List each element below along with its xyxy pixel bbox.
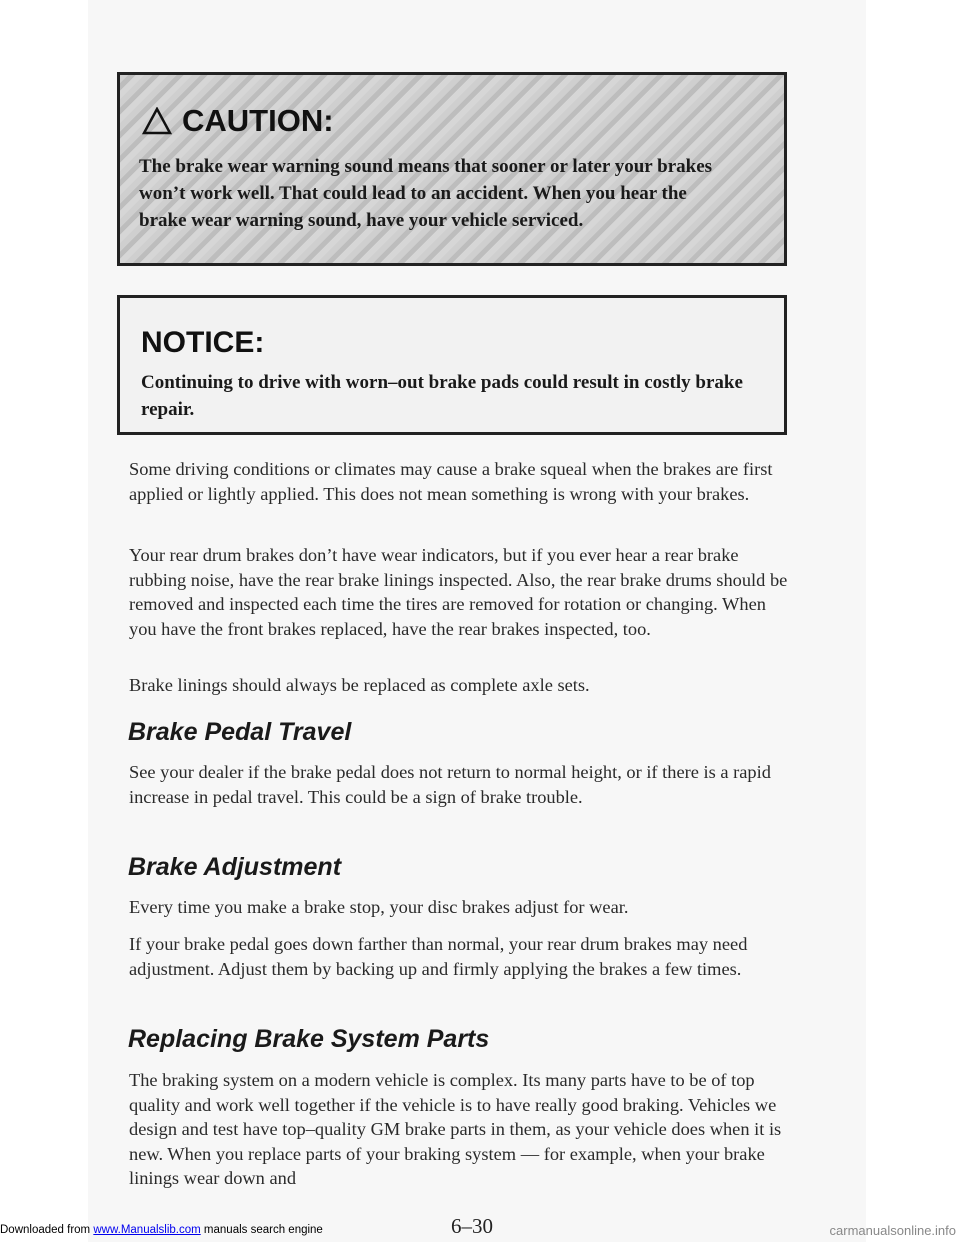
footer-prefix: Downloaded from — [0, 1224, 91, 1236]
caution-text: The brake wear warning sound means that sooner or later your brakes won’t work well. That could lead to an accident. When you hear the brake wear warning sound, have your vehicle serviced. — [139, 156, 713, 231]
notice-text: Continuing to drive with worn–out brake pads could result in costly brake repair. — [141, 372, 743, 420]
download-footer — [0, 1224, 323, 1236]
heading-replacing-brake-parts: Replacing Brake System Parts — [128, 1025, 490, 1053]
paragraph-squeal: Some driving conditions or climates may cause a brake squeal when the brakes are first applied or lightly applied. This does not mean something is wrong with your brakes. — [129, 459, 773, 504]
caution-title: CAUTION: — [182, 103, 334, 138]
notice-box — [117, 295, 787, 435]
caution-box — [117, 72, 787, 266]
paragraph-linings: Brake linings should always be replaced as complete axle sets. — [129, 675, 590, 695]
manualslib-link[interactable]: www.Manualslib.com — [93, 1224, 201, 1236]
paragraph-adjustment-1: Every time you make a brake stop, your disc brakes adjust for wear. — [129, 897, 629, 917]
notice-title: NOTICE: — [141, 326, 265, 359]
paragraph-replacing: The braking system on a modern vehicle is complex. Its many parts have to be of top quality and work well together if the vehicle is to have really good braking. Vehicles we design and test have top–quality GM brake parts in them, as your vehicle does when it is new. When you replace parts of your braking system — for example, when your brake linings wear down and — [129, 1070, 782, 1188]
heading-brake-pedal-travel: Brake Pedal Travel — [128, 718, 352, 746]
footer-suffix: manuals search engine — [203, 1224, 323, 1236]
warning-triangle-icon — [142, 107, 172, 135]
caution-header — [142, 103, 334, 139]
paragraph-adjustment-2: If your brake pedal goes down farther than normal, your rear drum brakes may need adjustment. Adjust them by backing up and firmly applying the brakes a few times. — [129, 934, 748, 979]
paragraph-pedal-travel: See your dealer if the brake pedal does not return to normal height, or if there is a rapid increase in pedal travel. This could be a sign of brake trouble. — [129, 762, 771, 807]
watermark: carmanualsonline.info — [829, 1223, 956, 1238]
paragraph-rear-drum: Your rear drum brakes don’t have wear indicators, but if you ever hear a rear brake rubbing noise, have the rear brake linings inspected. Also, the rear brake drums should be removed and inspected each time the tires are removed for rotation or changing. When you have the front brakes replaced, have the rear brakes inspected, too. — [129, 545, 788, 639]
page-number: 6–30 — [451, 1214, 493, 1238]
heading-brake-adjustment: Brake Adjustment — [128, 853, 342, 881]
